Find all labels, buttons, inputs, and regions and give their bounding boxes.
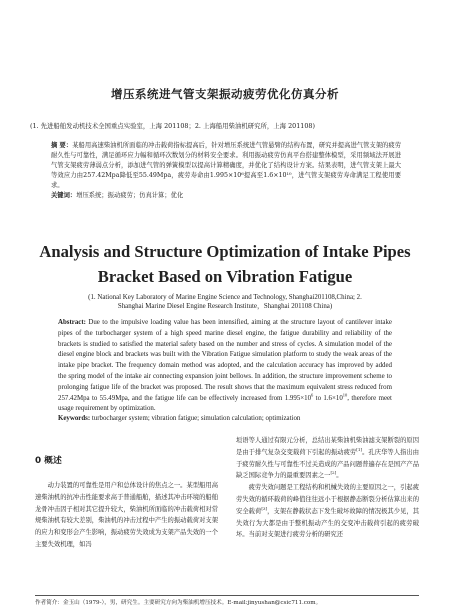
body-right-text-c: 。 疲劳失效问题是工程结构和机械失效的主要原因之一，引起疲劳失效的循环载荷的峰值往往远小于根据静态断裂分析估算出来的安全载荷 xyxy=(236,472,419,515)
keywords-label-cn: 关键词： xyxy=(51,192,77,200)
keywords-text-en: turbocharger system; vibration fatigue; simulation calculation; optimization xyxy=(90,415,301,422)
keywords-en xyxy=(58,415,392,422)
abstract-label-en: Abstract: xyxy=(58,319,86,326)
abstract-text-en-a: Due to the impulsive loading value has been intensified, aiming at the structure layout of cantilever intake pipes of the turbocharger system of a high speed marine diesel engine, the fatigue durability and reliability of the brackets is studied to satisfied the material safety based on the number and stress of cycles. A simulation model of the diesel engine block and brackets was built with the Vibration Fatigue simulation platform to study the weak areas of the intake pipe bracket. The frequency domain method was adopted, and the calculation accuracy has improved by added the spring model of the intake air connecting expansion joint bellows. In addition, the structure improvement scheme to prolonging fatigue life of the bracket was proposed. The result shows that the maximum equivalent stress reduced from 257.42Mpa to 55.49Mpa, and the fatigue life can be effectively increased from 1.995×10 xyxy=(58,319,392,402)
body-right-text-a: 垣语等人通过有限元分析，总结出某柴油机柴油滤支架断裂的原因是由于排气复杂交变载荷下引起的振动疲劳 xyxy=(236,437,419,456)
abstract-en xyxy=(58,318,392,415)
affiliation-en-line1: (1. National Key Laboratory of Marine Engine Science and Technology, Shanghai201108,China; 2. xyxy=(88,294,362,301)
body-right-text-b: 。孔庆华等人指出由于疲劳耐久性与可靠性不过关造成的产品问题普遍存在是国产产品缺乏国际竞争力的最重要因素之一 xyxy=(236,448,420,480)
abstract-cn xyxy=(51,141,401,202)
affiliation-en-line2: Shanghai Marine Diesel Engine Research Institute，Shanghai 201108 China) xyxy=(117,303,333,311)
paper-title-en-line1: Analysis and Structure Optimization of Intake Pipes xyxy=(39,242,411,261)
paper-title-cn: 增压系统进气管支架振动疲劳优化仿真分析 xyxy=(111,87,339,101)
author-footnote: 作者简介：金玉山（1979-），男，研究生。主要研究方向为柴油机增压技术。E-mail:jinyushan@csic711.com。 xyxy=(35,600,322,606)
affiliation-en xyxy=(40,293,410,311)
exponent-2: 10 xyxy=(342,392,348,398)
body-left-column: 动力装置的可靠性是用户和总体设计的焦点之一。某型船用高速柴油机的抗冲击性能要求高于普通船舶，描述其冲击环境的船舶龙骨冲击因子相对其它提升较大，柴油机所面临的冲击载荷相对常规柴油机有较大差别，柴油机的冲击过程中产生的振动载荷对支架的应力和变形会产生影响，振动疲劳失效成为支架产品失效的一个主要失效机理，如冯 xyxy=(35,482,218,548)
abstract-text-cn: 某船用高速柴油机所面临的冲击载荷指标提高后，针对增压系统进气管悬臂的结构布置，研究并提高进气管支架的疲劳耐久性与可靠性，满足循环应力幅和循环次数划分的材料安全要求。利用振动疲劳仿真平台搭建整体模型，采用频域法开展进气管支架疲劳薄弱点分析，添加进气管的弹簧模型以提高计算精确度，并优化了结构设计方案。结果表明，进气管支架上最大等效应力由257.42Mpa降低至55.49Mpa，疲劳寿命由1.995×10⁶提高至1.6×10¹⁰，进气管支架疲劳寿命满足工程使用要求。 xyxy=(51,142,402,190)
abstract-text-en-c: , therefore meet usage requirement by optimization. xyxy=(58,394,392,413)
affiliation-cn: (1. 先进船舶发动机技术全国重点实验室，上海 201108；2. 上海船用柴油机研究所，上海 201108) xyxy=(30,122,315,130)
citation-3: [3] xyxy=(261,505,268,511)
footnote-divider xyxy=(35,595,419,596)
paper-title-en-line2: Bracket Based on Vibration Fatigue xyxy=(97,267,353,286)
citation-2: [2] xyxy=(330,470,337,476)
body-right-column xyxy=(236,435,419,541)
keywords-label-en: Keywords: xyxy=(58,415,91,422)
keywords-cn: 增压系统；振动疲劳；仿真计算；优化 xyxy=(76,192,184,200)
section-heading: 0 概述 xyxy=(35,456,62,466)
citation-1: [1] xyxy=(356,446,363,452)
exponent-1: 6 xyxy=(311,392,314,398)
abstract-text-en-b: to 1.6×10 xyxy=(313,394,343,402)
body-right-text-d: ，支架在静载状态下发生破坏故障的情况极其少见，其失效行为大都是由于整机振动产生的交变冲击载荷引起的疲劳破坏。当前对支架进行疲劳分析的研究还 xyxy=(236,507,420,539)
abstract-label-cn: 摘 要： xyxy=(51,142,73,149)
